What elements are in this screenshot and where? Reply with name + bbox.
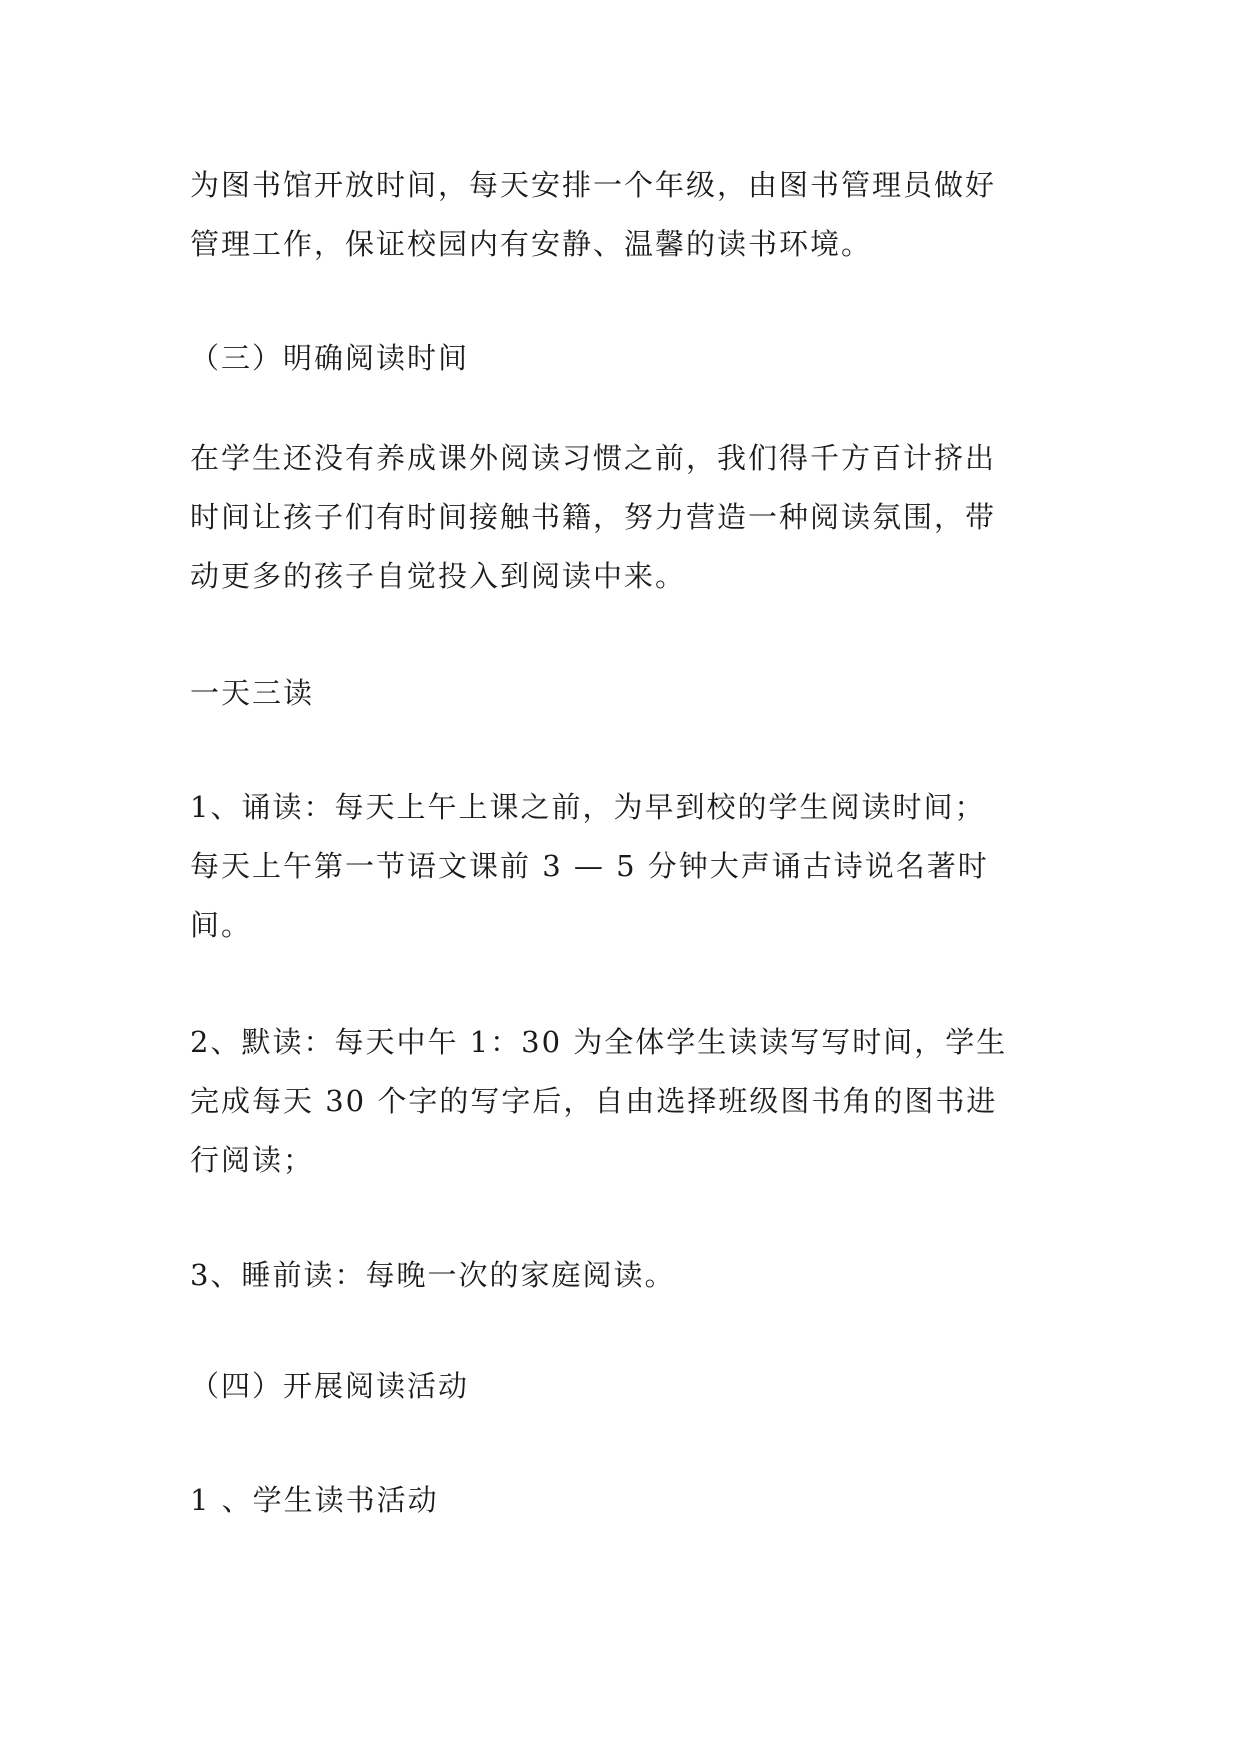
text-line: 动更多的孩子自觉投入到阅读中来。 xyxy=(190,559,687,593)
text-line: 2、默读：每天中午 1：30 为全体学生读读写写时间，学生 xyxy=(190,1025,1008,1059)
section-heading-four: （四）开展阅读活动 xyxy=(190,1369,470,1403)
text-line: 在学生还没有养成课外阅读习惯之前，我们得千方百计挤出 xyxy=(190,441,997,475)
text-line: 行阅读； xyxy=(190,1143,315,1177)
section-heading-three: （三）明确阅读时间 xyxy=(190,341,470,375)
list-item-bedtime-reading: 3、睡前读：每晚一次的家庭阅读。 xyxy=(190,1258,676,1292)
list-item-recitation xyxy=(190,778,1070,955)
paragraph-library-hours xyxy=(190,156,1070,274)
paragraph-reading-time xyxy=(190,429,1070,606)
text-line: 管理工作，保证校园内有安静、温馨的读书环境。 xyxy=(190,227,873,261)
text-line: 间。 xyxy=(190,908,253,942)
subheading-three-reads: 一天三读 xyxy=(190,676,315,710)
text-line: 1、诵读：每天上午上课之前，为早到校的学生阅读时间； xyxy=(190,790,986,824)
text-line: 为图书馆开放时间，每天安排一个年级，由图书管理员做好 xyxy=(190,168,997,202)
sub-item-student-activities: 1 、学生读书活动 xyxy=(190,1483,439,1517)
text-line: 每天上午第一节语文课前 3 — 5 分钟大声诵古诗说名著时 xyxy=(190,849,989,883)
text-line: 完成每天 30 个字的写字后，自由选择班级图书角的图书进 xyxy=(190,1084,998,1118)
list-item-silent-reading xyxy=(190,1013,1070,1190)
text-line: 时间让孩子们有时间接触书籍，努力营造一种阅读氛围，带 xyxy=(190,500,997,534)
